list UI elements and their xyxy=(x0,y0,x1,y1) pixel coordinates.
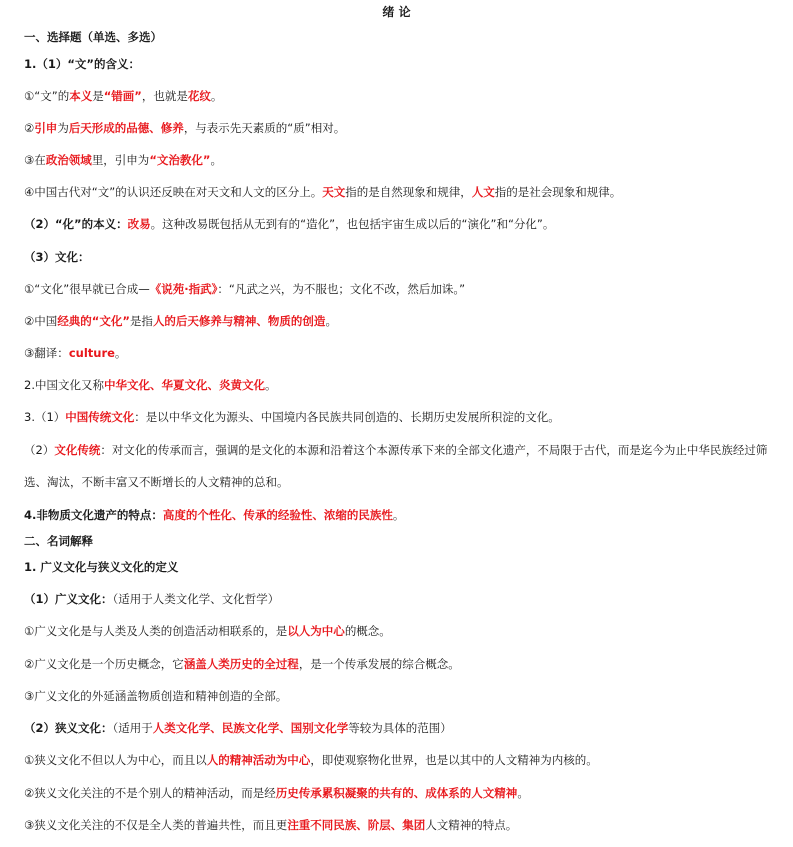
highlight-term: 人文 xyxy=(471,185,495,199)
text-segment: （适用于人类文化学、文化哲学） xyxy=(112,592,280,606)
text-line xyxy=(24,345,779,361)
highlight-term: “文治教化” xyxy=(149,153,211,167)
text-segment: 指的是社会现象和规律。 xyxy=(494,185,622,199)
highlight-term: 引申 xyxy=(34,121,58,135)
text-segment: ，是一个传承发展的综合概念。 xyxy=(298,657,460,671)
text-line xyxy=(24,688,779,704)
highlight-term: 以人为中心 xyxy=(287,624,345,638)
text-segment: 。 xyxy=(114,346,127,360)
text-segment: 等较为具体的范围） xyxy=(348,721,452,735)
highlight-term: 经典的“文化” xyxy=(57,314,130,328)
text-segment: ①狭义文化不但以人为中心，而且以 xyxy=(24,753,207,767)
highlight-term: 高度的个性化、传承的经验性、浓缩的民族性 xyxy=(162,508,393,522)
text-segment: 一、选择题（单选、多选） xyxy=(24,30,162,44)
highlight-term: 涵盖人类历史的全过程 xyxy=(183,657,299,671)
highlight-term: 改易 xyxy=(127,217,151,231)
page-title: 绪 论 xyxy=(382,5,411,19)
highlight-term: “错画” xyxy=(103,89,142,103)
text-segment: 二、名词解释 xyxy=(24,534,93,548)
text-line xyxy=(24,29,779,45)
text-segment: ，与表示先天素质的“质”相对。 xyxy=(183,121,346,135)
text-segment: 。这种改易既包括从无到有的“造化”，也包括宇宙生成以后的“演化”和“分化”。 xyxy=(150,217,555,231)
text-line xyxy=(24,88,779,104)
text-segment: 3.（1） xyxy=(24,410,66,424)
highlight-term: 《说苑·指武》 xyxy=(149,282,218,296)
text-line xyxy=(24,533,779,549)
text-segment: 的概念。 xyxy=(344,624,391,638)
text-segment: （1）广义文化： xyxy=(24,592,113,606)
text-segment: ：“凡武之兴，为不服也；文化不改，然后加诛。” xyxy=(217,282,466,296)
text-segment: （适用于 xyxy=(112,721,153,735)
highlight-term: 注重不同民族、阶层、集团 xyxy=(287,818,426,832)
text-segment: （2）狭义文化： xyxy=(24,721,113,735)
text-segment: ③翻译： xyxy=(24,346,69,360)
text-line xyxy=(24,656,779,672)
text-segment: 为 xyxy=(57,121,69,135)
text-segment: 。 xyxy=(210,89,223,103)
text-segment: 。 xyxy=(210,153,222,167)
text-line xyxy=(24,377,779,393)
text-line xyxy=(24,442,779,458)
text-segment: ①广义文化是与人类及人类的创造活动相联系的，是 xyxy=(24,624,288,638)
text-line xyxy=(24,184,779,200)
text-line xyxy=(24,152,779,168)
text-line xyxy=(24,120,779,136)
highlight-term: 后天形成的品德、修养 xyxy=(68,121,184,135)
text-segment: 1.（1）“文”的含义： xyxy=(24,57,140,71)
text-segment: ，即使观察物化世界，也是以其中的人文精神为内核的。 xyxy=(310,753,598,767)
text-segment: 人文精神的特点。 xyxy=(425,818,518,832)
text-segment: （2）“化”的本义： xyxy=(24,217,128,231)
text-line xyxy=(24,474,779,490)
text-segment: ②广义文化是一个历史概念，它 xyxy=(24,657,184,671)
highlight-term: 中国传统文化 xyxy=(65,410,135,424)
text-segment: ：是以中华文化为源头、中国境内各民族共同创造的、长期历史发展所积淀的文化。 xyxy=(134,410,560,424)
text-segment: 。 xyxy=(517,786,529,800)
text-line xyxy=(24,785,779,801)
text-line xyxy=(24,313,779,329)
text-line xyxy=(24,507,779,523)
text-segment: 。 xyxy=(392,508,405,522)
highlight-term: 本义 xyxy=(69,89,93,103)
text-segment: ③在 xyxy=(24,153,46,167)
text-segment: ：对文化的传承而言，强调的是文化的本源和沿着这个本源传承下来的全部文化遗产，不局限于古代，而是迄今为止中华民族经过筛 xyxy=(100,443,768,457)
text-segment: 是指 xyxy=(129,314,153,328)
highlight-term: 人的精神活动为中心 xyxy=(206,753,311,767)
highlight-term: 人的后天修养与精神、物质的创造 xyxy=(152,314,326,328)
text-line xyxy=(24,817,779,833)
highlight-term: 花纹 xyxy=(187,89,211,103)
text-segment: ②中国 xyxy=(24,314,58,328)
text-segment: ②狭义文化关注的不是个别人的精神活动，而是经 xyxy=(24,786,276,800)
text-segment: 。 xyxy=(264,378,277,392)
text-segment: 里，引申为 xyxy=(91,153,150,167)
text-segment: 2.中国文化又称 xyxy=(24,378,104,392)
text-segment: 是 xyxy=(92,89,104,103)
text-segment: ①“文化”很早就已合成— xyxy=(24,282,150,296)
text-segment: ，也就是 xyxy=(141,89,188,103)
text-line xyxy=(24,216,779,232)
text-segment: 选、淘汰，不断丰富又不断增长的人文精神的总和。 xyxy=(24,475,289,489)
highlight-term: 人类文化学、民族文化学、国别文化学 xyxy=(152,721,349,735)
text-segment: 1. 广义文化与狭义文化的定义 xyxy=(24,560,179,574)
text-line xyxy=(24,409,779,425)
highlight-term: 文化传统 xyxy=(54,443,101,457)
text-segment: ①“文”的 xyxy=(24,89,70,103)
text-line xyxy=(24,56,779,72)
text-segment: （2） xyxy=(24,443,55,457)
highlight-term: 历史传承累积凝聚的共有的、成体系的人文精神 xyxy=(275,786,518,800)
text-segment: ② xyxy=(24,121,35,135)
highlight-term: 政治领域 xyxy=(45,153,92,167)
highlight-term: 天文 xyxy=(322,185,346,199)
text-segment: ④中国古代对“文”的认识还反映在对天文和人文的区分上。 xyxy=(24,185,323,199)
text-line xyxy=(24,249,779,265)
text-line xyxy=(24,720,779,736)
text-line xyxy=(24,623,779,639)
text-segment: 。 xyxy=(325,314,337,328)
text-line xyxy=(24,752,779,768)
highlight-term: culture xyxy=(68,346,115,360)
text-segment: ③广义文化的外延涵盖物质创造和精神创造的全部。 xyxy=(24,689,288,703)
text-segment: ③狭义文化关注的不仅是全人类的普遍共性，而且更 xyxy=(24,818,288,832)
text-line xyxy=(24,591,779,607)
text-line xyxy=(24,559,779,575)
text-segment: 4.非物质文化遗产的特点： xyxy=(24,508,163,522)
text-segment: （3）文化： xyxy=(24,250,90,264)
text-segment: 指的是自然现象和规律， xyxy=(345,185,472,199)
text-line xyxy=(24,281,779,297)
highlight-term: 中华文化、华夏文化、炎黄文化 xyxy=(103,378,265,392)
